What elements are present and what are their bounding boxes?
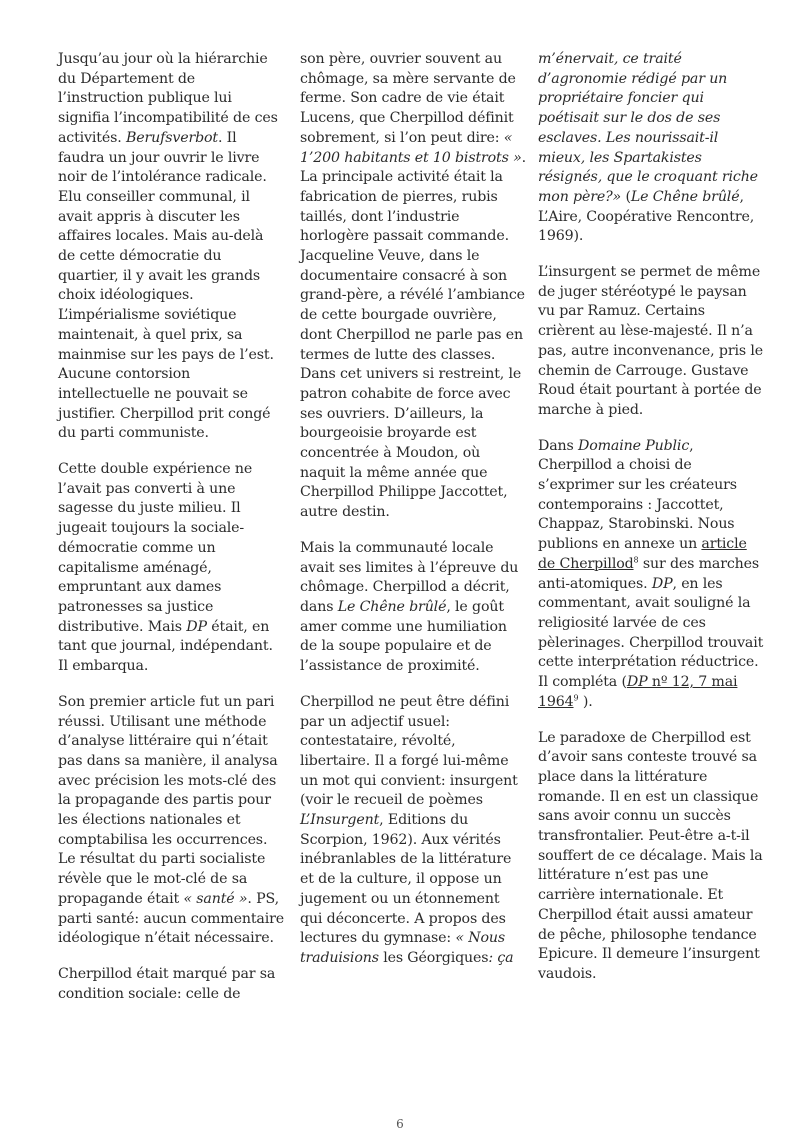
column-1 [58,50,284,1020]
paragraph: Le paradoxe de Cherpillod est d’avoir sans conteste trouvé sa place dans la littérature romande. Il en est un classique sans avoir connu un succès transfrontalier. Peut-être a-t-il souffert de ce décalage. Mais la littérature n’est pas une carrière internationale. Et Cherpillod était aussi amateur de pêche, philosophe tendance Epicure. Il demeure l’insurgent vaudois. [538,729,763,982]
paragraph: Cherpillod était marqué par sa condition sociale: celle de [58,965,276,1002]
column-3 [538,50,764,1001]
paragraph: Son premier article fut un pari réussi. Utilisant une méthode d’analyse littéraire qui n’était pas dans sa manière, il analysa avec précision les mots-clé des la propagande des partis pour les élections nationales et comptabilisa les occurrences. Le résultat du parti socialiste révèle que le mot-clé de sa propagande était « santé ». PS, parti santé: aucun commentaire idéologique n’était nécessaire. [58,693,284,947]
paragraph: Mais la communauté locale avait ses limites à l’épreuve du chômage. Cherpillod a décrit, dans Le Chêne brûlé, le goût amer comme une humiliation de la soupe populaire et de l’assistance de proximité. [300,539,519,675]
dp-issue-link[interactable]: DP nº 12, 7 mai 1964 [538,674,738,710]
page-number: 6 [396,1117,404,1131]
column-2 [300,50,526,985]
paragraph: Cette double expérience ne l’avait pas converti à une sagesse du juste milieu. Il jugeait toujours la sociale-démocratie comme un capitalisme aménagé, empruntant aux dames patronesses sa justice distributive. Mais DP était, en tant que journal, indépendant. Il embarqua. [58,461,273,675]
paragraph: son père, ouvrier souvent au chômage, sa mère servante de ferme. Son cadre de vie était Lucens, que Cherpillod définit sobrement, si l’on peut dire: « 1’200 habitants et 10 bistrots ». La principale activité était la fabrication de pierres, rubis taillés, dont l’industrie horlogère passait commande. Jacqueline Veuve, dans le documentaire consacré à son grand-père, a révélé l’ambiance de cette bourgade ouvrière, dont Cherpillod ne parle pas en termes de lutte des classes. Dans cet univers si restreint, le patron cohabite de force avec ses ouvriers. D’ailleurs, la bourgeoisie broyarde est concentrée à Moudon, où naquit la même année que Cherpillod Philippe Jaccottet, autre destin. [300,51,526,521]
paragraph: Cherpillod ne peut être défini par un adjectif usuel: contestataire, révolté, libertaire. Il a forgé lui-même un mot qui convient: insurgent (voir le recueil de poèmes L’Insurgent, Editions du Scorpion, 1962). Aux vérités inébranlables de la littérature et de la culture, il oppose un jugement ou un étonnement qui déconcerte. A propos des lectures du gymnase: « Nous traduisions les Géorgiques: ça [300,693,518,966]
paragraph: Jusqu’au jour où la hiérarchie du Département de l’instruction publique lui signifia l’incompatibilité de ces activités. Berufsverbot. Il faudra un jour ouvrir le livre noir de l’intolérance radicale. Elu conseiller communal, il avait appris à discuter les affaires locales. Mais au-delà de cette démocratie du quartier, il y avait les grands choix idéologiques. L’impérialisme soviétique maintenait, à quel prix, sa mainmise sur les pays de l’est. Aucune contorsion intellectuelle ne pouvait se justifier. Cherpillod prit congé du parti communiste. [58,51,278,442]
paragraph: m’énervait, ce traité d’agronomie rédigé par un propriétaire foncier qui poétisait sur le dos de ses esclaves. Les nourissait-il mieux, les Spartakistes résignés, que le croquant riche mon père?» (Le Chêne brûlé, L’Aire, Coopérative Rencontre, 1969). [538,51,758,245]
footnote-ref[interactable]: 8 [633,555,639,565]
article-link[interactable]: article de Cherpillod [538,536,747,572]
paragraph: Dans Domaine Public, Cherpillod a choisi de s’exprimer sur les créateurs contemporains : Jaccottet, Chappaz, Starobinski. Nous publions en annexe un article de Cherpillod$^8$ sur des marches anti-atomiques. DP, en les commentant, avait souligné la religiosité larvée de ces pèlerinages. Cherpillod trouvait cette interprétation réductrice. Il compléta (DP nº 12, 7 mai 1964$^9$ ). [538,437,764,710]
paragraph: L’insurgent se permet de même de juger stéréotypé le paysan vu par Ramuz. Certains crièrent au lèse-majesté. Il n’a pas, autre inconvenance, pris le chemin de Carrouge. Gustave Roud était pourtant à portée de marche à pied. [538,264,763,418]
footnote-ref[interactable]: 9 [573,693,579,703]
